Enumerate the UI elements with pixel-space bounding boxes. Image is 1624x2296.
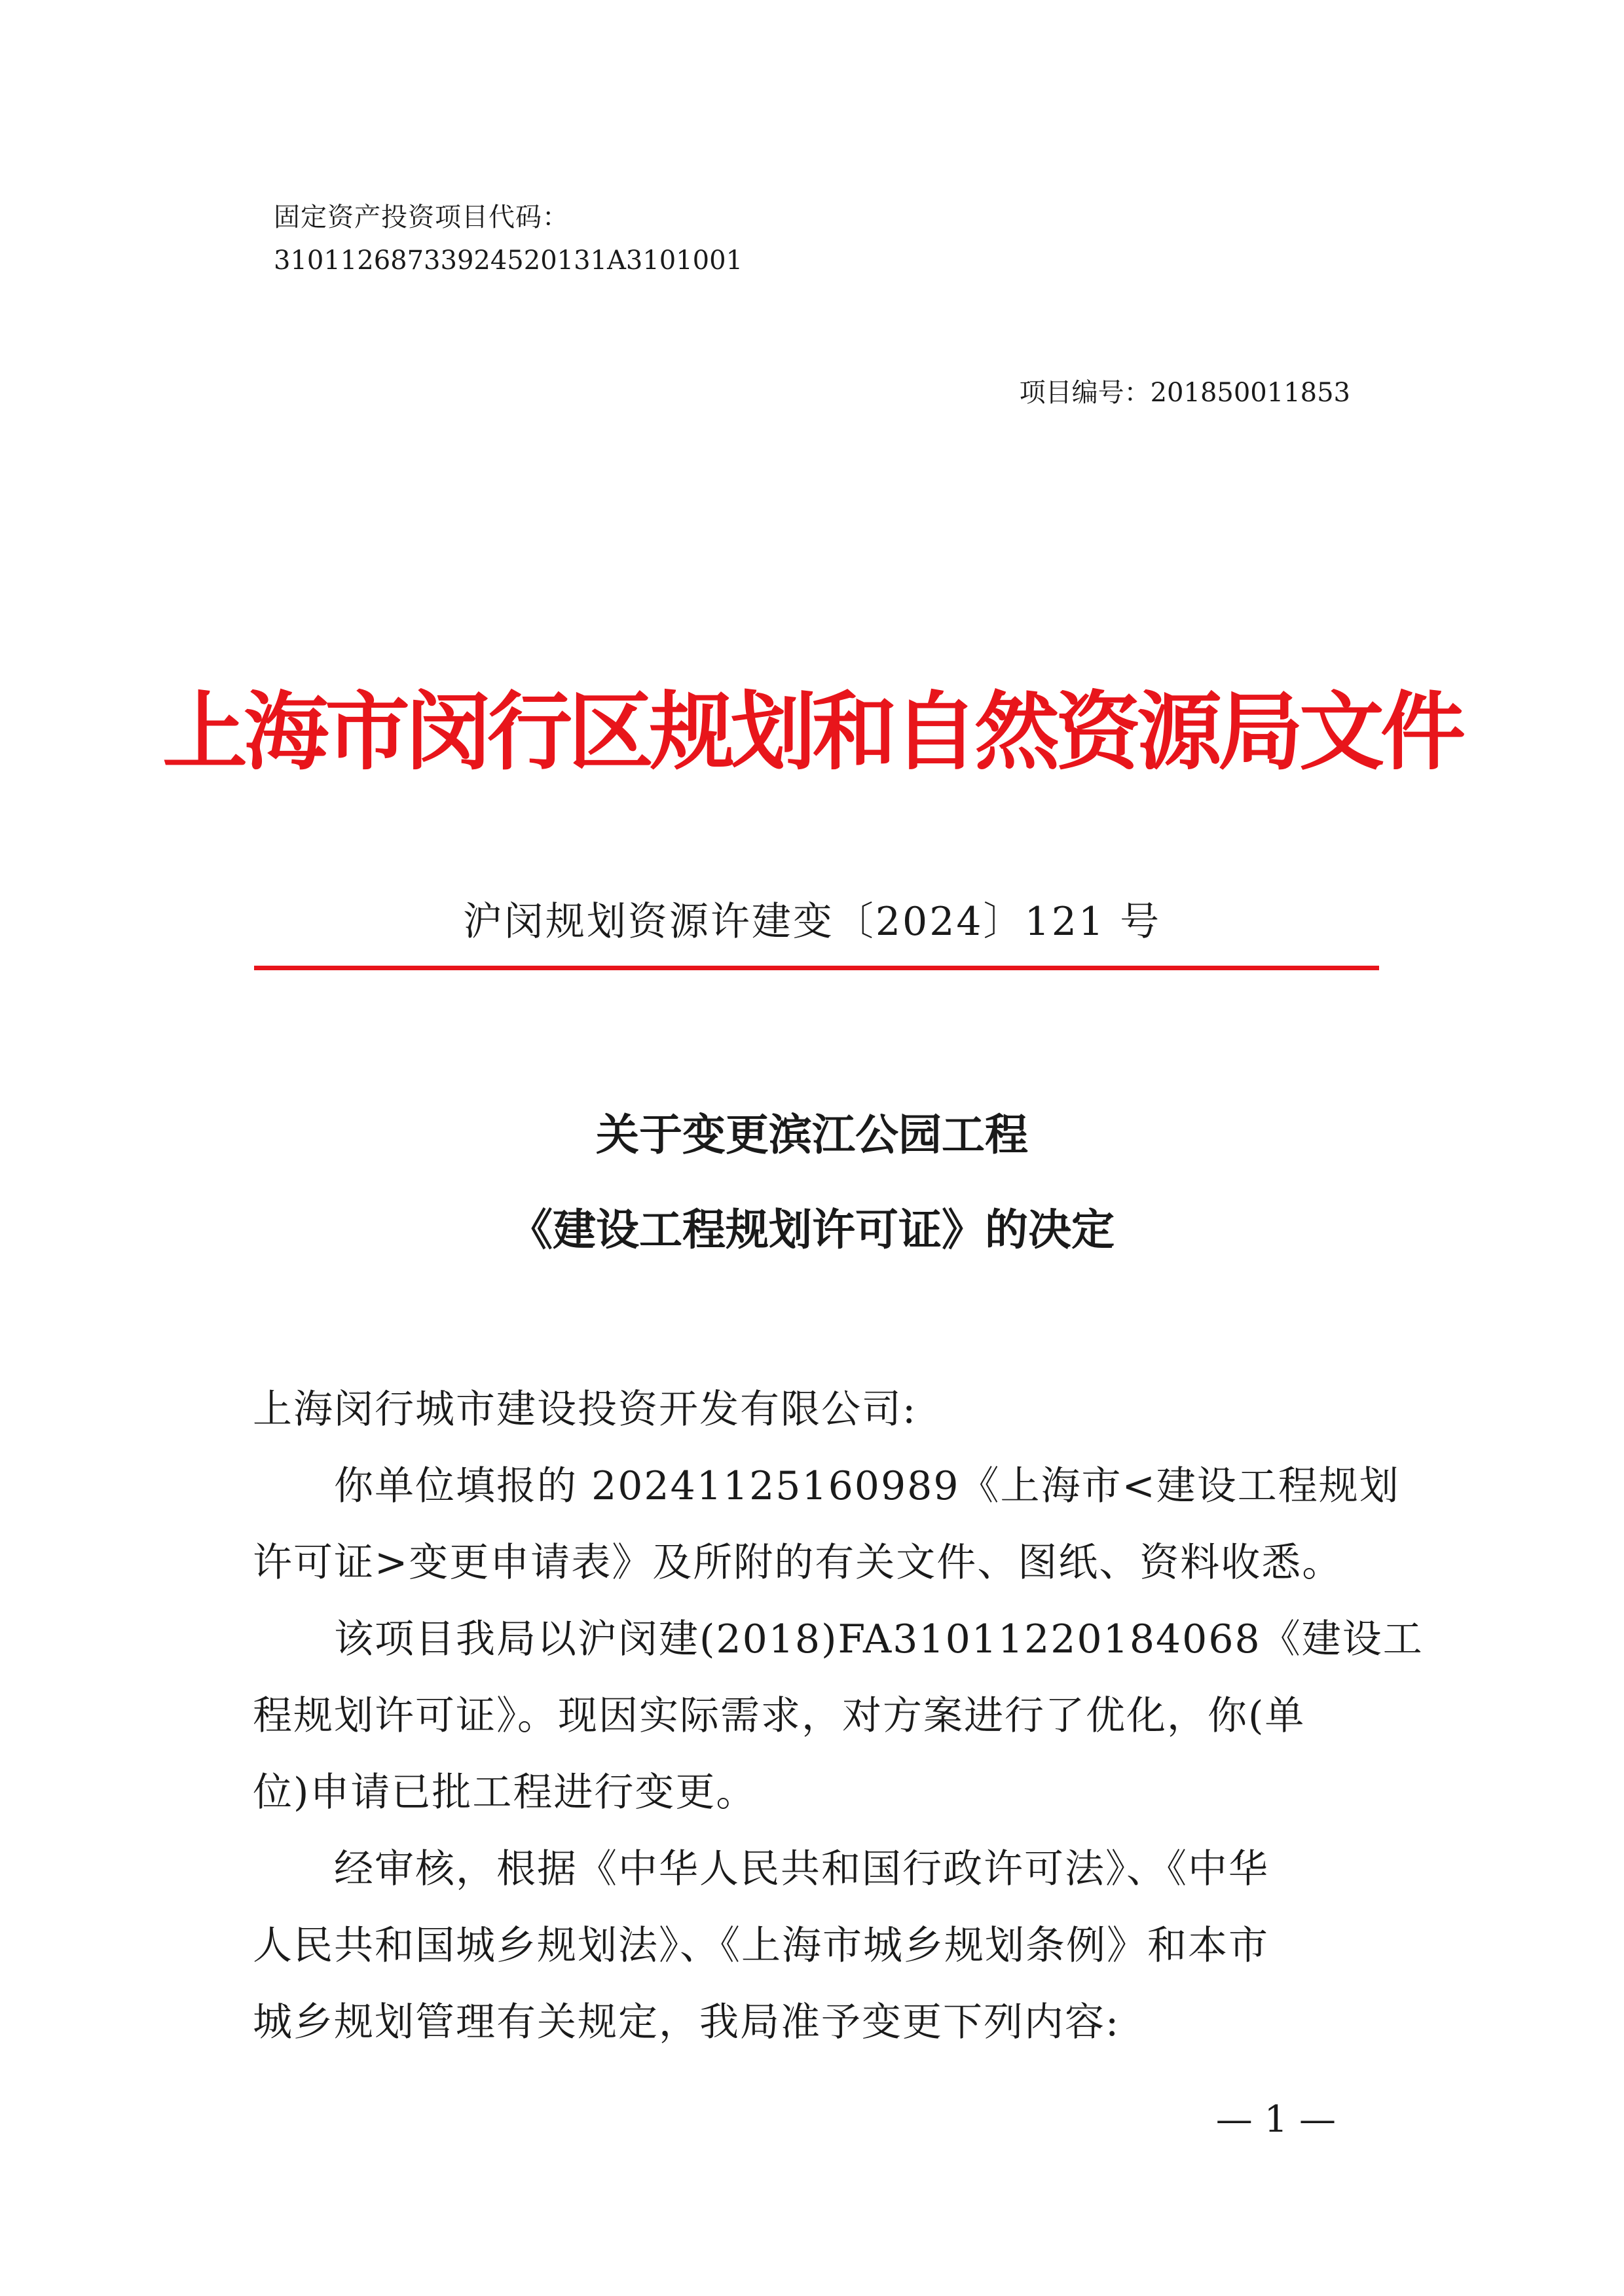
body-line: 人民共和国城乡规划法》、《上海市城乡规划条例》和本市	[253, 1923, 1269, 1969]
document-title-line-2: 《建设工程规划许可证》的决定	[509, 1205, 1115, 1255]
document-number: 沪闵规划资源许建变〔2024〕121 号	[462, 899, 1162, 945]
body-line: 城乡规划管理有关规定，我局准予变更下列内容:	[253, 1999, 1120, 2045]
body-line: 你单位填报的 20241125160989《上海市<建设工程规划	[334, 1463, 1400, 1509]
body-line: 程规划许可证》。现因实际需求，对方案进行了优化，你(单	[253, 1693, 1306, 1739]
body-line: 该项目我局以沪闵建(2018)FA31011220184068《建设工	[334, 1616, 1424, 1662]
masthead-title: 上海市闵行区规划和自然资源局文件	[162, 682, 1462, 782]
body-line: 位)申请已批工程进行变更。	[253, 1770, 757, 1815]
project-number: 项目编号：201850011853	[1019, 378, 1350, 408]
document-title-line-1: 关于变更滨江公园工程	[596, 1110, 1028, 1160]
project-code-value: 31011268733924520131A3101001	[274, 246, 743, 276]
addressee: 上海闵行城市建设投资开发有限公司:	[253, 1387, 917, 1432]
body-line: 许可证>变更申请表》及所附的有关文件、图纸、资料收悉。	[253, 1540, 1343, 1586]
page-number: — 1 —	[1215, 2098, 1336, 2141]
body-line: 经审核，根据《中华人民共和国行政许可法》、《中华	[334, 1846, 1269, 1892]
project-code-label: 固定资产投资项目代码：	[274, 202, 569, 232]
red-divider	[254, 966, 1379, 970]
